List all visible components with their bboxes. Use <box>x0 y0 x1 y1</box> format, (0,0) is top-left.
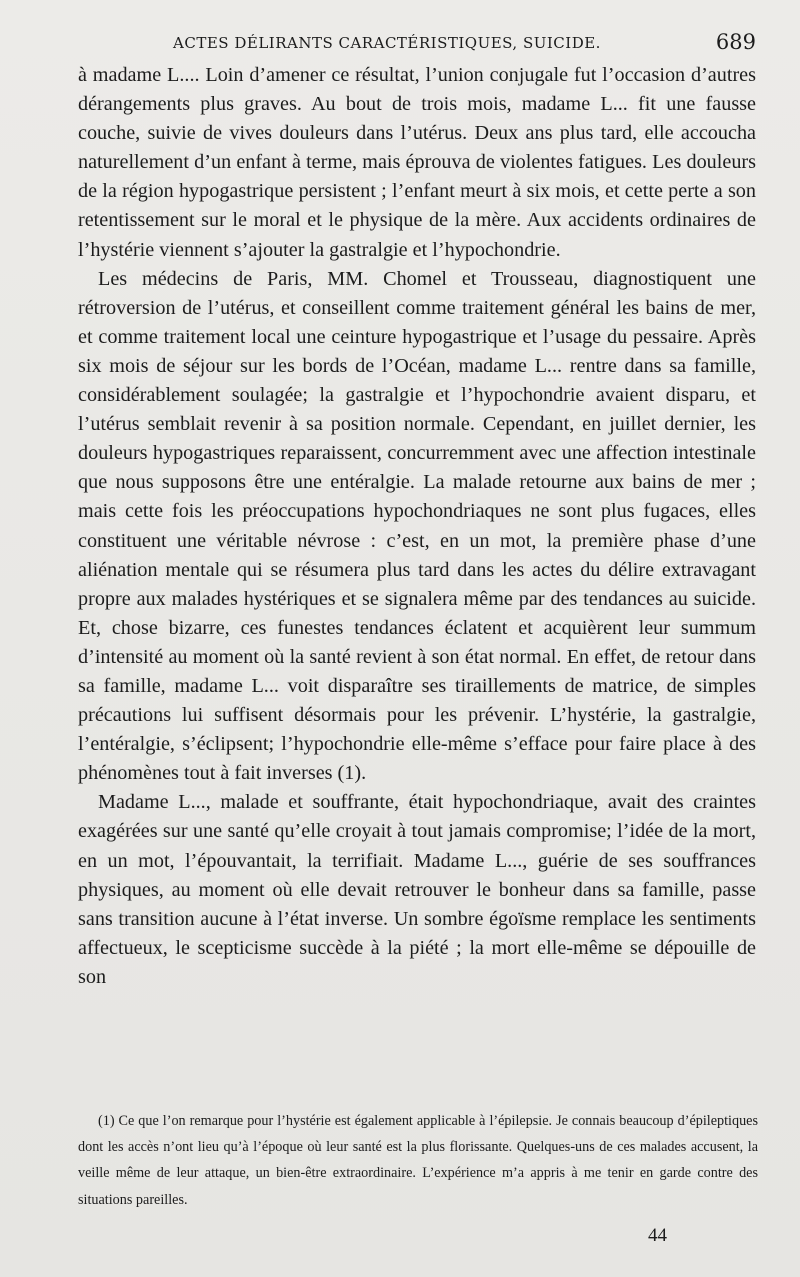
page-header <box>78 30 756 56</box>
paragraph: Les médecins de Paris, MM. Chomel et Trousseau, diagnostiquent une rétroversion de l’utérus, et conseillent comme traitement général les bains de mer, et comme traitement local une ceinture hypogastrique et l’usage du pessaire. Après six mois de séjour sur les bords de l’Océan, madame L... rentre dans sa famille, considérablement soulagée; la gastralgie et l’hypochondrie avaient disparu, et l’utérus semblait revenir à sa position normale. Cependant, en juillet dernier, les douleurs hypogastriques reparaissent, concurremment avec une affection intestinale que nous supposons être une entéralgie. La malade retourne aux bains de mer ; mais cette fois les préoccupations hypochondriaques ne sont plus fugaces, elles constituent une véritable névrose : c’est, en un mot, la première phase d’une aliénation mentale qui se résumera plus tard dans les actes du délire extravagant propre aux malades hystériques et se signalera même par des tendances au suicide. Et, chose bizarre, ces funestes tendances éclatent et acquièrent leur summum d’intensité au moment où la santé revient à son état normal. En effet, de retour dans sa famille, madame L... voit disparaître ses tiraillements de matrice, de simples précautions lui suffisent désormais pour les prévenir. L’hystérie, la gastralgie, l’entéralgie, s’éclipsent; l’hypochondrie elle-même s’efface pour faire place à des phénomènes tout à fait inverses (1). <box>78 267 756 785</box>
page-number: 689 <box>715 30 756 54</box>
paragraph: à madame L.... Loin d’amener ce résultat, l’union conjugale fut l’occasion d’autres dérangements plus graves. Au bout de trois mois, madame L... fit une fausse couche, suivie de vives douleurs dans l’utérus. Deux ans plus tard, elle accoucha naturellement d’un enfant à terme, mais éprouva de violentes fatigues. Les douleurs de la région hypogastrique persistent ; l’enfant meurt à six mois, et cette perte a son retentissement sur le moral et le physique de la mère. Aux accidents ordinaires de l’hystérie viennent s’ajouter la gastralgie et l’hypochondrie. <box>78 64 756 261</box>
paragraph: Madame L..., malade et souffrante, était hypochondriaque, avait des craintes exagérées sur une santé qu’elle croyait à tout jamais compromise; l’idée de la mort, en un mot, l’épouvantait, la terrifiait. Madame L..., guérie de ses souffrances physiques, au moment où elle devait retrouver le bonheur dans sa famille, passe sans transition aucune à l’état inverse. Un sombre égoïsme remplace les sentiments affectueux, le scepticisme succède à la piété ; la mort elle-même se dépouille de son <box>78 791 756 988</box>
running-title: ACTES DÉLIRANTS CARACTÉRISTIQUES, SUICIDE. <box>173 34 601 52</box>
signature-mark: 44 <box>648 1225 667 1246</box>
main-text <box>78 61 756 992</box>
footnote: (1) Ce que l’on remarque pour l’hystérie est également applicable à l’épilepsie. Je connais beaucoup d’épileptiques dont les accès n’ont lieu qu’à l’époque où leur santé est la plus florissante. Quelques-uns de ces malades accusent, la veille même de leur attaque, un bien-être extraordinaire. L’expérience m’a appris à me tenir en garde contre des situations pareilles. <box>78 1113 758 1208</box>
